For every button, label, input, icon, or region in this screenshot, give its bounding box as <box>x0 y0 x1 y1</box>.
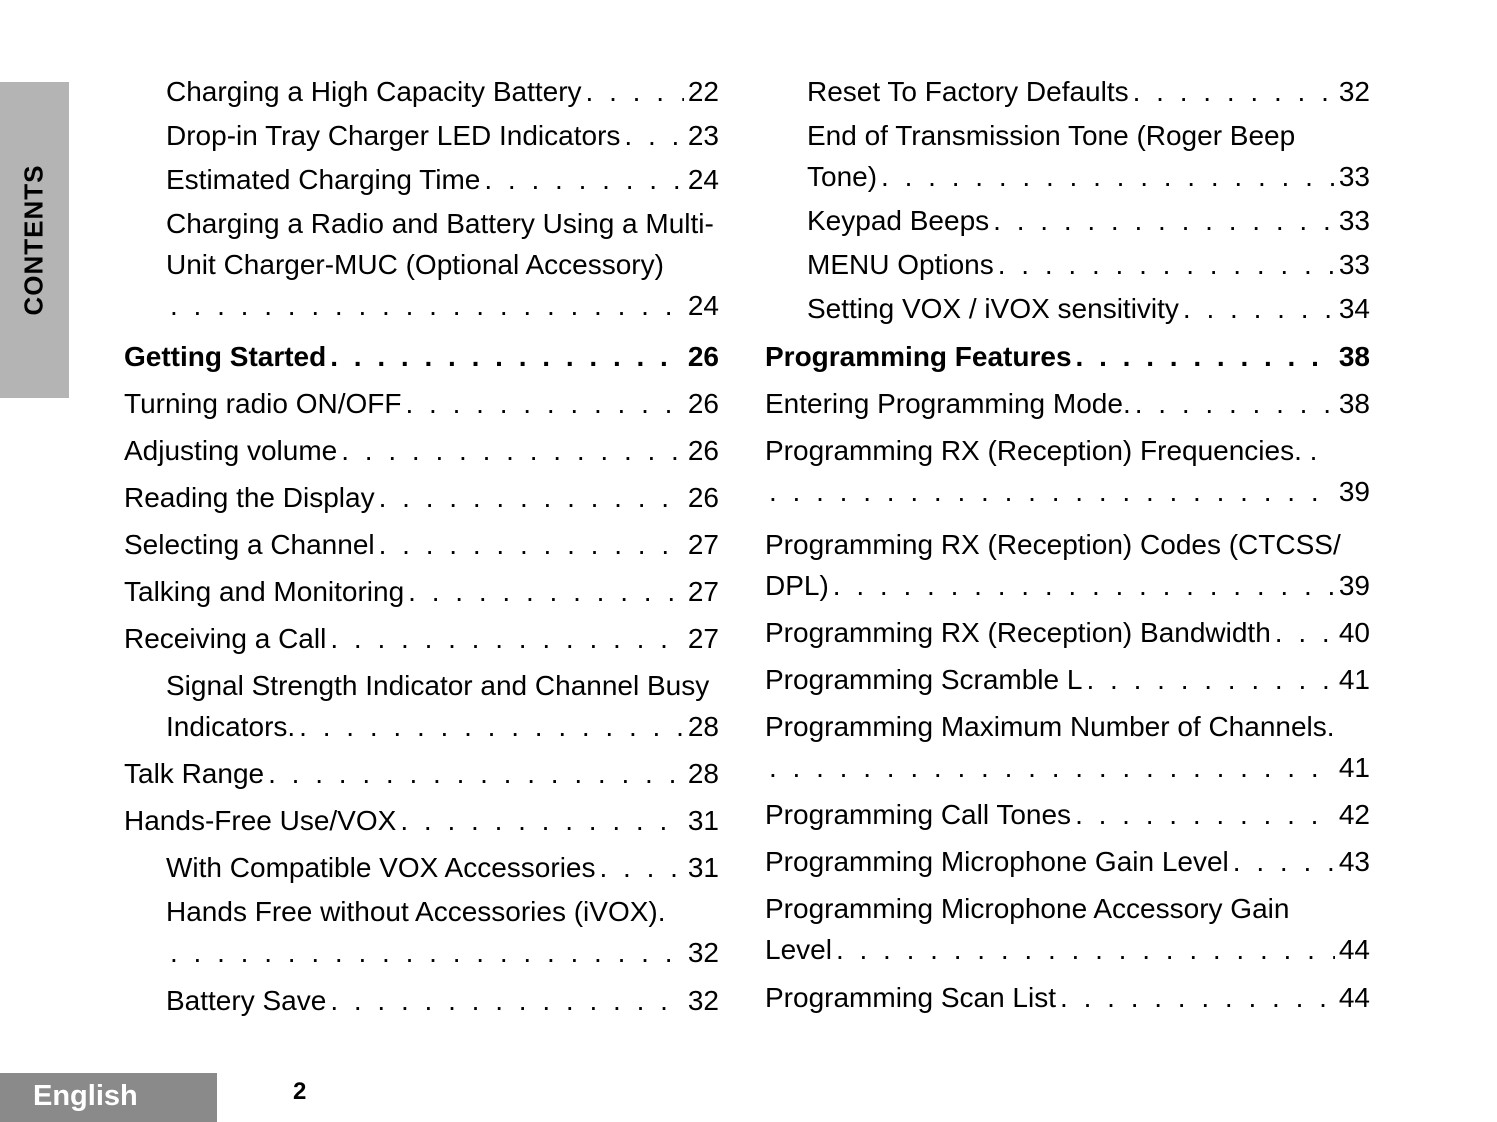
toc-entry-page: 24 <box>687 164 719 195</box>
toc-entry-title: Hands-Free Use/VOX <box>124 805 397 836</box>
toc-entry-page: 33 <box>1338 249 1370 280</box>
toc-entry-page: 33 <box>1338 161 1370 192</box>
toc-entry-page: 27 <box>687 576 719 607</box>
toc-entry-page: 43 <box>1338 846 1370 877</box>
dot-leader <box>1060 977 1335 1018</box>
toc-entry-page: 28 <box>687 711 719 742</box>
toc-entry[interactable] <box>166 203 719 326</box>
toc-entry[interactable] <box>124 524 719 565</box>
dot-leader <box>170 932 684 973</box>
toc-entry[interactable] <box>765 383 1370 424</box>
toc-entry-title: Selecting a Channel <box>124 529 375 560</box>
toc-entry[interactable] <box>807 244 1370 285</box>
toc-entry-title: Level <box>765 934 832 965</box>
toc-entry-title: Setting VOX / iVOX sensitivity <box>807 293 1179 324</box>
dot-leader <box>624 115 683 156</box>
toc-entry-title: Drop-in Tray Charger LED Indicators <box>166 120 621 151</box>
toc-entry[interactable] <box>166 665 719 747</box>
dot-leader <box>400 800 684 841</box>
dot-leader <box>769 747 1335 788</box>
toc-entry-page: 24 <box>687 290 719 321</box>
toc-entry-page: 28 <box>687 758 719 789</box>
toc-entry-page: 26 <box>687 341 719 372</box>
language-label: English <box>33 1080 138 1112</box>
toc-entry[interactable] <box>807 288 1370 329</box>
toc-entry[interactable] <box>124 571 719 612</box>
toc-entry-title: Programming Microphone Gain Level <box>765 846 1229 877</box>
dot-leader <box>769 471 1335 512</box>
toc-entry-title: End of Transmission Tone (Roger Beep <box>807 120 1296 151</box>
toc-entry-title: Battery Save <box>166 985 327 1016</box>
toc-entry-title: Adjusting volume <box>124 435 338 466</box>
toc-entry[interactable] <box>807 200 1370 241</box>
toc-entry-page: 34 <box>1338 293 1370 324</box>
toc-entry-title: Hands Free without Accessories (iVOX). <box>166 896 666 927</box>
toc-entry-page: 39 <box>1338 476 1370 507</box>
toc-entry-page: 26 <box>687 435 719 466</box>
dot-leader <box>1075 794 1335 835</box>
dot-leader <box>881 156 1335 197</box>
toc-entry[interactable] <box>124 753 719 794</box>
dot-leader <box>1275 612 1335 653</box>
toc-entry[interactable] <box>166 980 719 1021</box>
dot-leader <box>484 159 683 200</box>
toc-entry[interactable] <box>765 336 1370 377</box>
dot-leader <box>268 753 684 794</box>
toc-entry-page: 32 <box>1338 76 1370 107</box>
toc-entry[interactable] <box>807 115 1370 197</box>
dot-leader <box>993 200 1335 241</box>
toc-entry[interactable] <box>166 115 719 156</box>
toc-entry-title: Programming Features <box>765 341 1072 372</box>
toc-entry-title: Programming RX (Reception) Codes (CTCSS/ <box>765 529 1341 560</box>
dot-leader <box>330 336 684 377</box>
dot-leader <box>341 430 684 471</box>
dot-leader <box>330 618 684 659</box>
dot-leader <box>170 285 684 326</box>
toc-entry-page: 26 <box>687 388 719 419</box>
toc-entry-page: 23 <box>687 120 719 151</box>
toc-entry[interactable] <box>124 800 719 841</box>
toc-entry-page: 41 <box>1338 752 1370 783</box>
toc-entry-page: 22 <box>687 76 719 107</box>
toc-entry-page: 27 <box>687 623 719 654</box>
toc-entry[interactable] <box>807 71 1370 112</box>
toc-entry-title: Charging a High Capacity Battery <box>166 76 582 107</box>
toc-entry-title: Estimated Charging Time <box>166 164 481 195</box>
toc-entry-page: 32 <box>687 985 719 1016</box>
toc-entry-title: Programming Maximum Number of Channels. <box>765 711 1335 742</box>
dot-leader <box>408 571 684 612</box>
toc-entry-title: Programming RX (Reception) Bandwidth <box>765 617 1271 648</box>
toc-entry[interactable] <box>124 477 719 518</box>
toc-entry[interactable] <box>765 841 1370 882</box>
toc-entry[interactable] <box>765 659 1370 700</box>
toc-entry-title: Talk Range <box>124 758 265 789</box>
toc-entry[interactable] <box>124 336 719 377</box>
toc-entry-title: Talking and Monitoring <box>124 576 405 607</box>
page-number: 2 <box>293 1078 307 1105</box>
dot-leader <box>1135 383 1335 424</box>
dot-leader <box>1183 288 1335 329</box>
toc-entry[interactable] <box>124 383 719 424</box>
dot-leader <box>379 524 684 565</box>
toc-entry-page: 41 <box>1338 664 1370 695</box>
toc-entry-title: Indicators. <box>166 711 296 742</box>
toc-entry-page: 33 <box>1338 205 1370 236</box>
dot-leader <box>600 847 684 888</box>
toc-entry-title: DPL) <box>765 570 829 601</box>
dot-leader <box>330 980 684 1021</box>
toc-entry-title: Getting Started <box>124 341 327 372</box>
toc-entry-page: 44 <box>1338 982 1370 1013</box>
toc-entry[interactable] <box>124 430 719 471</box>
toc-entry-page: 42 <box>1338 799 1370 830</box>
dot-leader <box>379 477 684 518</box>
toc-entry-title: Reset To Factory Defaults <box>807 76 1129 107</box>
toc-entry[interactable] <box>765 430 1370 512</box>
toc-entry-page: 31 <box>687 805 719 836</box>
toc-entry-title: Entering Programming Mode. <box>765 388 1131 419</box>
toc-entry-title: Programming Microphone Accessory Gain <box>765 893 1290 924</box>
dot-leader <box>405 383 683 424</box>
toc-entry[interactable] <box>765 706 1370 788</box>
dot-leader <box>1133 71 1335 112</box>
toc-entry[interactable] <box>166 847 719 888</box>
toc-entry-page: 27 <box>687 529 719 560</box>
toc-entry-title: Programming Call Tones <box>765 799 1072 830</box>
toc-entry-title: Unit Charger-MUC (Optional Accessory) <box>166 249 664 280</box>
dot-leader <box>299 706 684 747</box>
toc-entry-title: Programming RX (Reception) Frequencies. . <box>765 435 1318 466</box>
toc-entry-title: Turning radio ON/OFF <box>124 388 402 419</box>
dot-leader <box>586 71 684 112</box>
toc-entry-page: 31 <box>687 852 719 883</box>
toc-entry[interactable] <box>765 794 1370 835</box>
dot-leader <box>998 244 1335 285</box>
toc-entry-title: MENU Options <box>807 249 994 280</box>
toc-entry[interactable] <box>166 891 719 973</box>
toc-entry[interactable] <box>166 71 719 112</box>
toc-entry[interactable] <box>166 159 719 200</box>
toc-entry[interactable] <box>765 977 1370 1018</box>
dot-leader <box>1076 336 1335 377</box>
toc-entry-title: Reading the Display <box>124 482 375 513</box>
toc-entry[interactable] <box>765 612 1370 653</box>
toc-entry-title: Receiving a Call <box>124 623 327 654</box>
toc-entry-title: Programming Scramble L <box>765 664 1083 695</box>
toc-entry-title: Keypad Beeps <box>807 205 990 236</box>
toc-entry[interactable] <box>124 618 719 659</box>
toc-entry-title: Signal Strength Indicator and Channel Busy <box>166 670 710 701</box>
toc-entry-title: Tone) <box>807 161 878 192</box>
toc-entry-page: 44 <box>1338 934 1370 965</box>
toc-entry[interactable] <box>765 888 1370 970</box>
dot-leader <box>833 565 1335 606</box>
toc-entry[interactable] <box>765 524 1370 606</box>
dot-leader <box>1233 841 1335 882</box>
toc-entry-page: 40 <box>1338 617 1370 648</box>
toc-entry-page: 38 <box>1338 388 1370 419</box>
toc-entry-title: Charging a Radio and Battery Using a Multi- <box>166 208 714 239</box>
toc-entry-title: Programming Scan List <box>765 982 1057 1013</box>
toc-entry-page: 32 <box>687 937 719 968</box>
toc-entry-page: 26 <box>687 482 719 513</box>
dot-leader <box>836 929 1335 970</box>
contents-tab-label: CONTENTS <box>18 164 49 316</box>
toc-entry-page: 38 <box>1338 341 1370 372</box>
dot-leader <box>1086 659 1334 700</box>
toc-entry-title: With Compatible VOX Accessories <box>166 852 596 883</box>
toc-entry-page: 39 <box>1338 570 1370 601</box>
